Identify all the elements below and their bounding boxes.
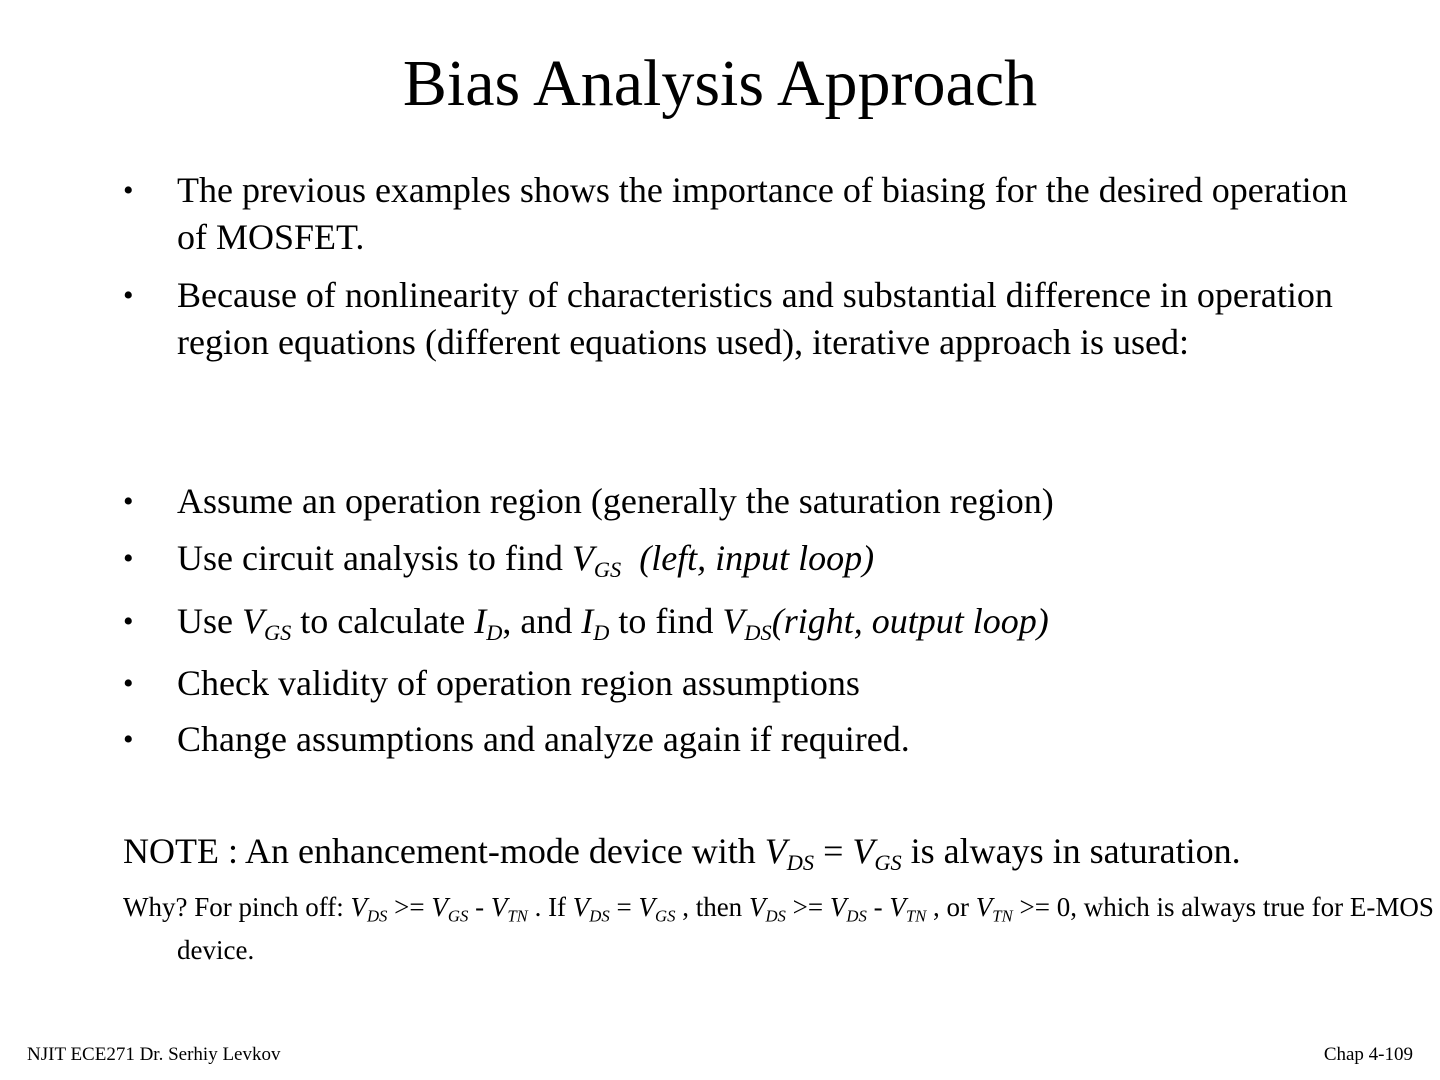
why-explanation: Why? For pinch off: $V_{DS} >= V_{GS} - V_{TN}$ . If $V_{DS} = V_{GS}$ , then $V_{DS} >= V_{DS} - V_{TN}$ , or $V_{TN} >= 0$, which is always true for E-MOS device. (123, 892, 1434, 965)
bullet-icon: • (123, 485, 134, 518)
bullet-text: Change assumptions and analyze again if required. (177, 719, 910, 759)
bullet-item (123, 167, 1383, 261)
bullet-text: Use $V_{GS}$ to calculate $I_D$, and $I_D$ to find $V_{DS}(right$, output loop) (177, 601, 1049, 646)
bullet-item (123, 716, 1383, 763)
footer-course-label: NJIT ECE271 Dr. Serhiy Levkov (27, 1044, 281, 1065)
bullet-item (123, 535, 1383, 582)
bullet-text: Check validity of operation region assumptions (177, 663, 860, 703)
bullet-text: Because of nonlinearity of characteristics and substantial difference in operation region equations (different equations used), iterative approach is used: (177, 275, 1333, 362)
bullet-text: Use circuit analysis to find $V_{GS}$ (left, input loop) (177, 538, 875, 583)
bullet-item (123, 272, 1383, 366)
bullet-item (123, 660, 1383, 707)
bullet-icon: • (123, 279, 134, 312)
slide-title: Bias Analysis Approach (402, 47, 1038, 120)
note-text: NOTE : An enhancement-mode device with $V_{DS} = V_{GS}$ is always in saturation. (123, 831, 1241, 876)
footer-page-number: Chap 4-109 (1323, 1044, 1413, 1065)
bullet-icon: • (123, 605, 134, 638)
bullet-icon: • (123, 667, 134, 700)
bullet-text: The previous examples shows the importance of biasing for the desired operation of MOSFET. (177, 170, 1348, 257)
bullet-text: Assume an operation region (generally the saturation region) (177, 481, 1054, 521)
bullet-icon: • (123, 174, 134, 207)
bullet-item (123, 478, 1383, 525)
bullet-item (123, 598, 1383, 645)
bullet-icon: • (123, 542, 134, 575)
bullet-icon: • (123, 723, 134, 756)
